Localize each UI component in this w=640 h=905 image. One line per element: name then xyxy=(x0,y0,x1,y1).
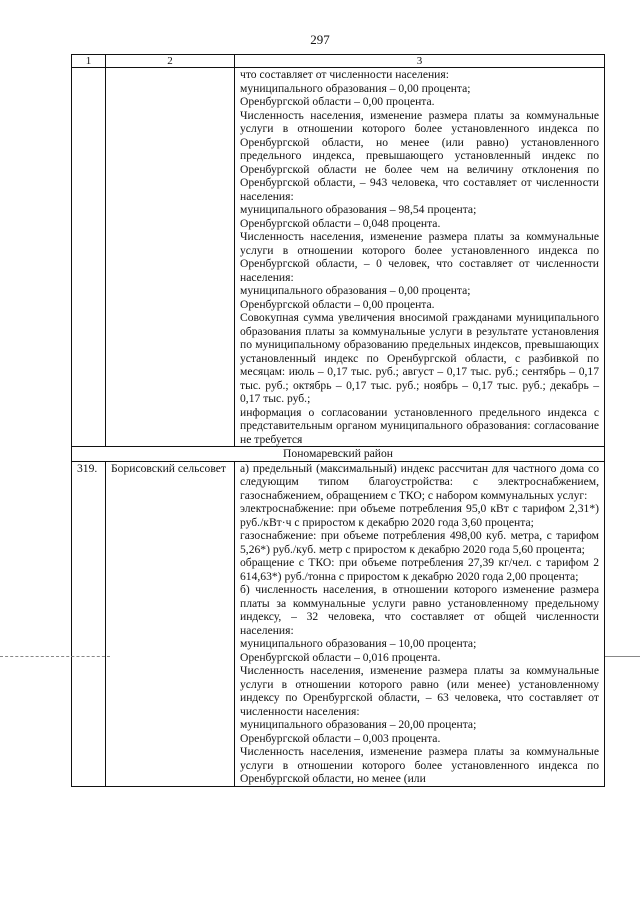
details-paragraph: Численность населения, изменение размера платы за коммунальные услуги в отношении которого более установленного индекса по Оренбургской области, – 0 человек, что составляет от численности населения: xyxy=(240,230,599,284)
details-line: Оренбургской области – 0,016 процента. xyxy=(240,650,441,664)
table-row-continuation xyxy=(72,68,605,447)
column-header-2: 2 xyxy=(106,55,235,68)
row-number-cell xyxy=(72,68,106,447)
scan-artifact-line xyxy=(605,656,640,657)
section-title-row xyxy=(72,447,605,462)
details-paragraph: Совокупная сумма увеличения вносимой гражданами муниципального образования платы за коммунальные услуги в результате установления по муниципальному образованию предельных индексов, превышающих установленный индекс по Оренбургской области, с разбивкой по месяцам: июль – 0,17 тыс. руб.; август – 0,17 тыс. руб.; сентябрь – 0,17 тыс. руб.; октябрь – 0,17 тыс. руб.; ноябрь – 0,17 тыс. руб.; декабрь – 0,17 тыс. руб.; xyxy=(240,311,599,405)
details-paragraph: б) численность населения, в отношении которого изменение размера платы за коммунальные услуги равно установленному предельному индексу, – 32 человека, что составляет от общей численности населения: xyxy=(240,583,599,637)
section-title: Пономаревский район xyxy=(72,447,605,462)
page-number: 297 xyxy=(310,32,330,47)
municipality-cell: Борисовский сельсовет xyxy=(106,461,235,786)
column-header-3: 3 xyxy=(235,55,605,68)
document-table xyxy=(71,54,605,787)
table-row xyxy=(72,461,605,786)
details-line: Оренбургской области – 0,003 процента. xyxy=(240,731,441,745)
table-header-row xyxy=(72,55,605,68)
details-line: что составляет от численности населения: xyxy=(240,68,449,81)
details-line: муниципального образования – 20,00 процента; xyxy=(240,718,477,731)
details-line: муниципального образования – 10,00 процента; xyxy=(240,637,477,650)
details-paragraph: обращение с ТКО: при объеме потребления 27,39 кг/чел. с тарифом 2 614,63*) руб./тонна с приростом к декабрю 2020 года 2,00 процента; xyxy=(240,556,599,583)
details-cell xyxy=(235,461,605,786)
details-line: муниципального образования – 0,00 процента; xyxy=(240,81,471,95)
details-line: муниципального образования – 98,54 процента; xyxy=(240,203,477,216)
municipality-cell xyxy=(106,68,235,447)
scan-artifact-line xyxy=(0,656,110,657)
details-paragraph: газоснабжение: при объеме потребления 498,00 куб. метра, с тарифом 5,26*) руб./куб. метр с приростом к декабрю 2020 года 5,60 процента; xyxy=(240,529,599,556)
details-line: муниципального образования – 0,00 процента; xyxy=(240,284,471,297)
details-cell xyxy=(235,68,605,447)
details-paragraph: информация о согласовании установленного предельного индекса с представительным органом муниципального образования: согласование не требуется xyxy=(240,405,599,446)
details-line: Оренбургской области – 0,00 процента. xyxy=(240,297,435,311)
details-paragraph: Численность населения, изменение размера платы за коммунальные услуги в отношении которого равно (или менее) установленному индексу по Оренбургской области, – 63 человека, что составляет от численности населения: xyxy=(240,664,599,718)
column-header-1: 1 xyxy=(72,55,106,68)
row-number-cell: 319. xyxy=(72,461,106,786)
details-line: Оренбургской области – 0,00 процента. xyxy=(240,95,435,108)
details-paragraph: а) предельный (максимальный) индекс рассчитан для частного дома со следующим типом благоустройства: с электроснабжением, газоснабжением, обращением с ТКО; с набором коммунальных услуг: xyxy=(240,461,599,502)
details-paragraph: электроснабжение: при объеме потребления 95,0 кВт с тарифом 2,31*) руб./кВт·ч с приростом к декабрю 2020 года 3,60 процента; xyxy=(240,502,599,529)
details-paragraph: Численность населения, изменение размера платы за коммунальные услуги в отношении которого более установленного индекса по Оренбургской области, но менее (или равно) установленного предельного индекса, превышающего установленный индекс по Оренбургской области не более чем на величину отклонения по Оренбургской области, – 943 человека, что составляет от численности населения: xyxy=(240,108,599,203)
details-line: Оренбургской области – 0,048 процента. xyxy=(240,216,441,230)
details-paragraph: Численность населения, изменение размера платы за коммунальные услуги в отношении которого более установленного индекса по Оренбургской области, но менее (или xyxy=(240,745,599,785)
